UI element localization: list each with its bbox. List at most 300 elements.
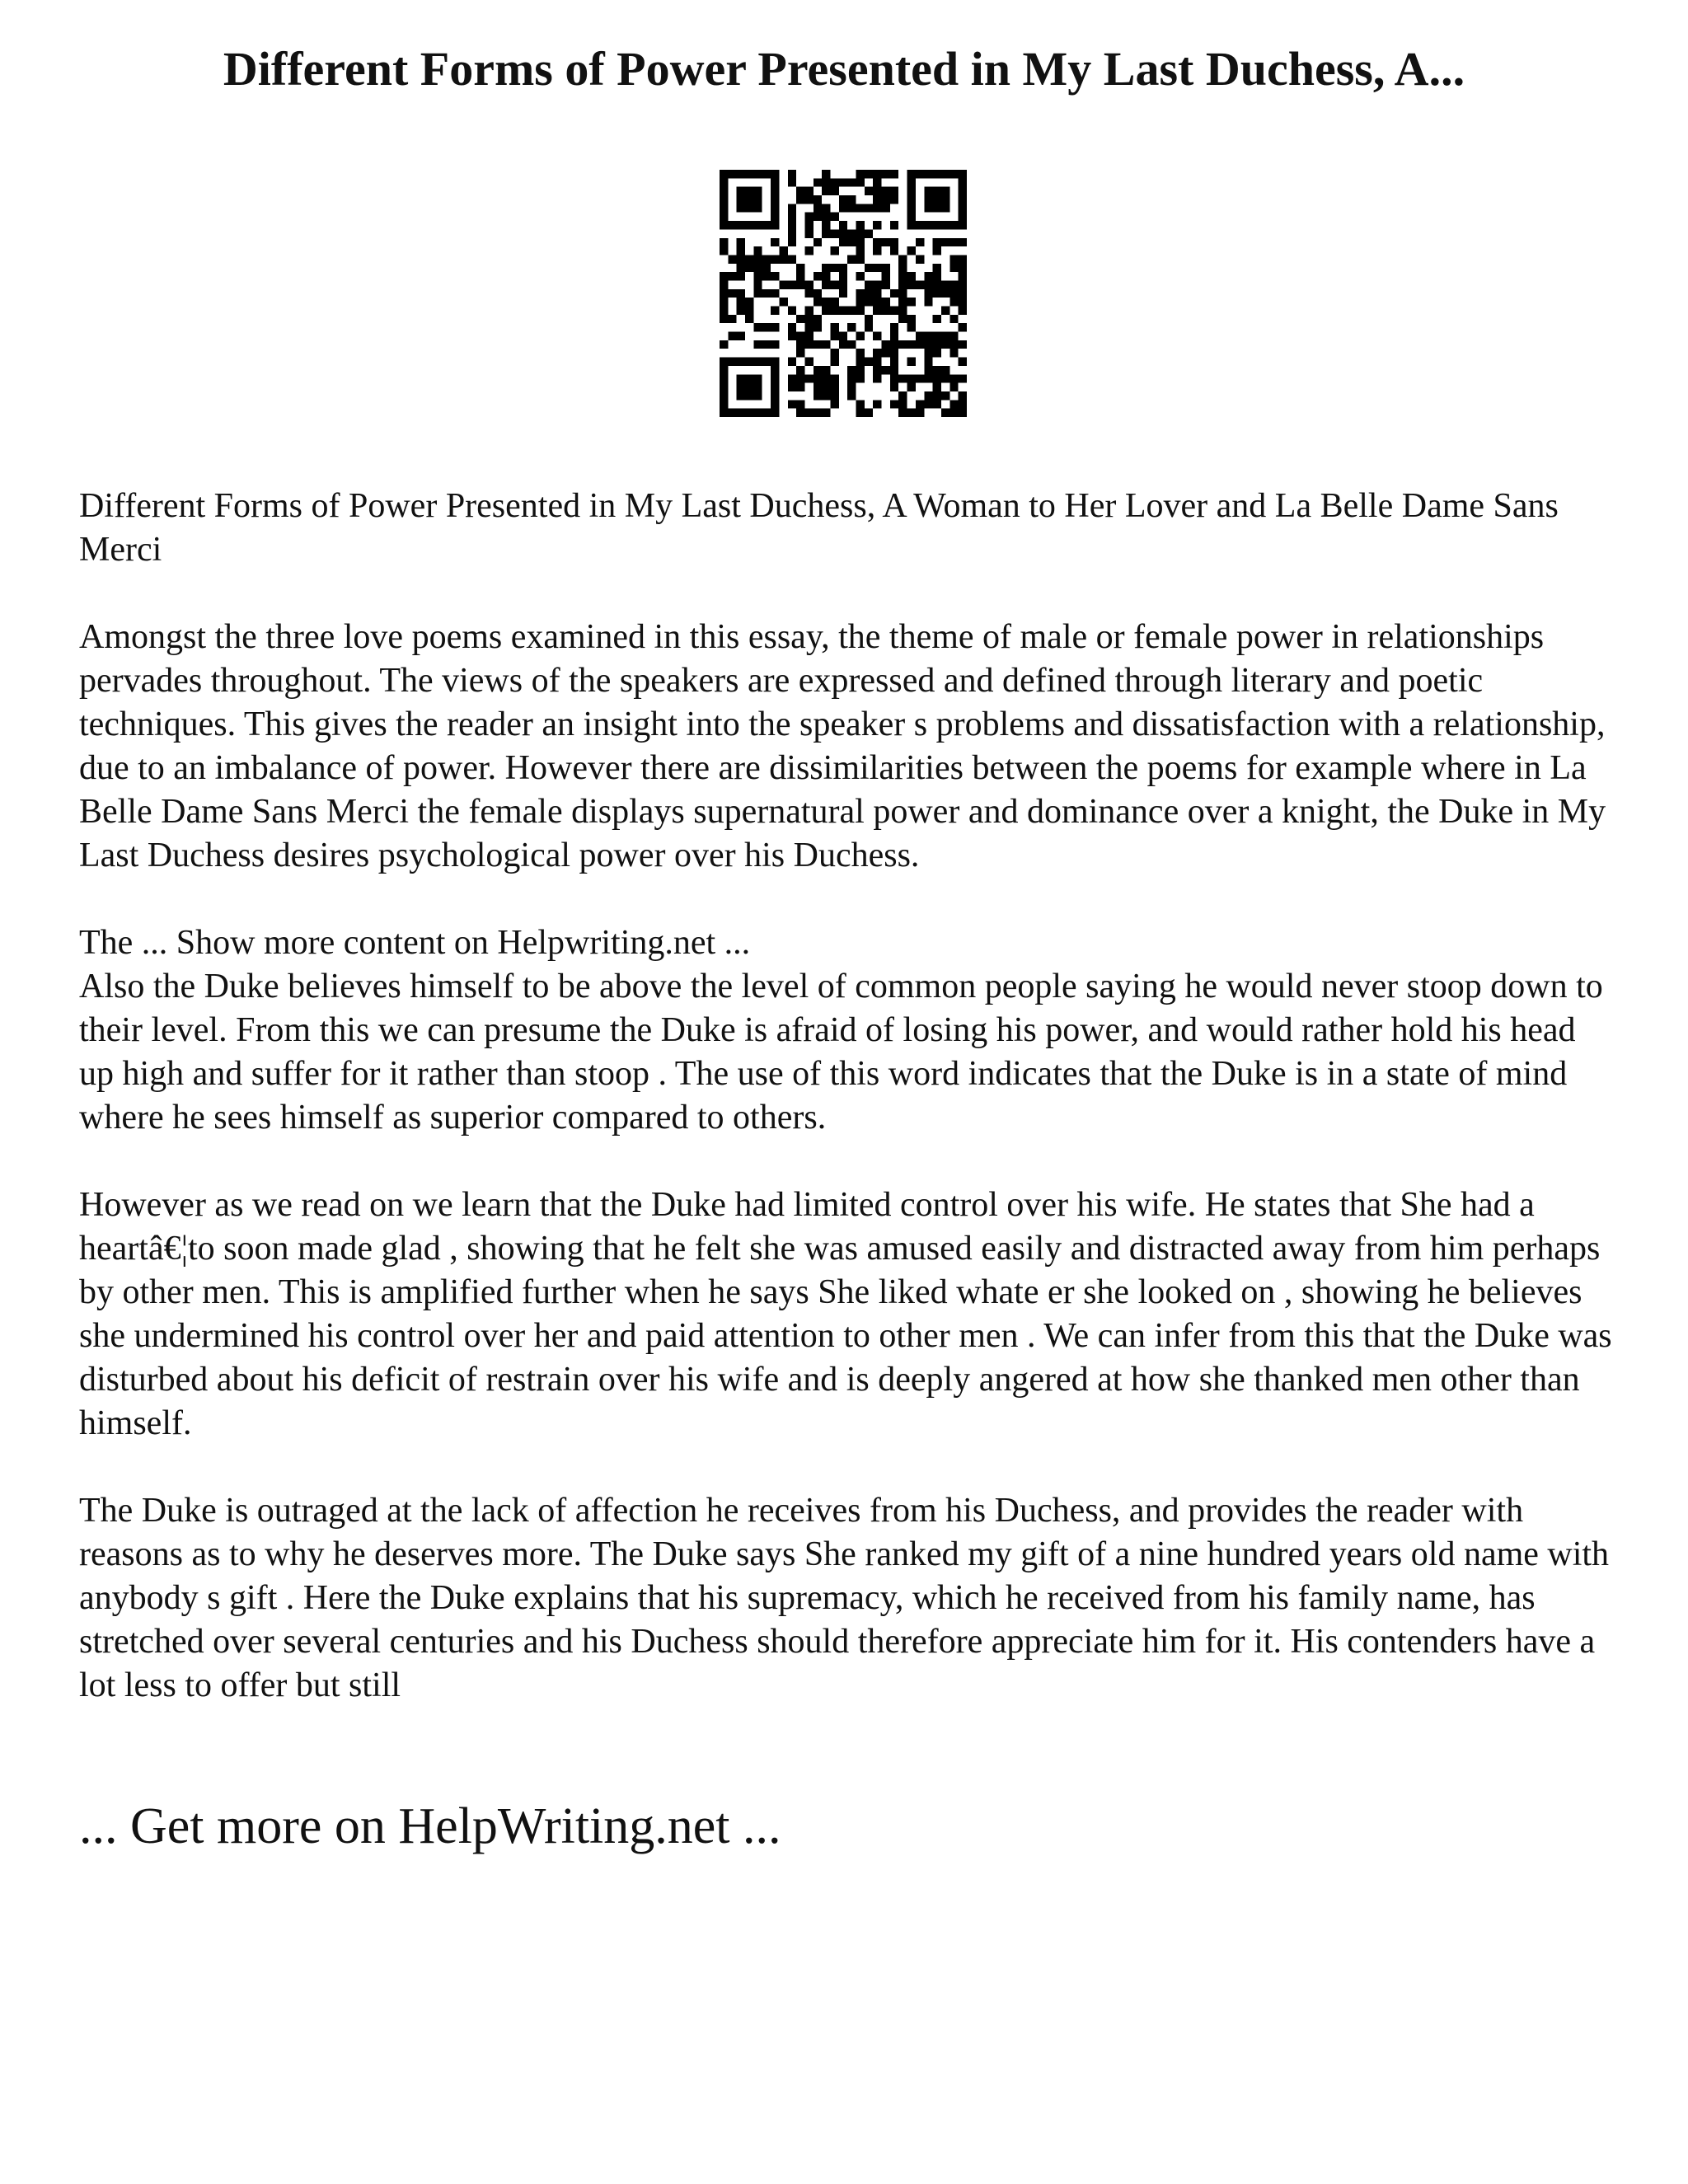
- qr-module: [873, 246, 881, 255]
- qr-module: [907, 280, 916, 288]
- qr-module: [822, 298, 830, 306]
- qr-module: [907, 221, 916, 229]
- qr-module: [796, 280, 804, 288]
- qr-module: [847, 391, 856, 400]
- qr-module: [737, 272, 745, 280]
- qr-module: [873, 187, 881, 195]
- qr-module: [737, 204, 745, 212]
- qr-module: [720, 280, 728, 288]
- qr-module: [847, 229, 856, 237]
- qr-module: [847, 366, 856, 374]
- qr-module: [804, 221, 813, 229]
- qr-module: [830, 178, 838, 186]
- qr-module: [771, 238, 779, 246]
- qr-module: [924, 272, 932, 280]
- qr-module: [933, 391, 941, 400]
- qr-module: [753, 170, 762, 178]
- qr-module: [865, 409, 873, 417]
- qr-module: [839, 280, 847, 288]
- qr-module: [941, 332, 950, 340]
- qr-module: [873, 178, 881, 186]
- qr-module: [737, 255, 745, 263]
- qr-module: [865, 358, 873, 366]
- qr-module: [753, 246, 762, 255]
- qr-module: [814, 391, 822, 400]
- qr-module: [933, 340, 941, 349]
- qr-module: [924, 358, 932, 366]
- qr-module: [890, 195, 898, 204]
- qr-module: [745, 315, 753, 323]
- paragraph-intro: Amongst the three love poems examined in this essay, the theme of male or female power in relationships pervades throughout. The views of the speakers are expressed and defined through literary and poetic techniques. This gives the reader an insight into the speaker s problems and dissatisfaction with a relationship, due to an imbalance of power. However there are dissimilarities between the poems for example where in La Belle Dame Sans Merci the female displays supernatural power and dominance over a knight, the Duke in My Last Duchess desires psychological power over his Duchess.: [79, 618, 1606, 874]
- qr-module: [753, 195, 762, 204]
- qr-module: [890, 349, 898, 357]
- qr-module: [804, 315, 813, 323]
- qr-module: [873, 170, 881, 178]
- qr-module: [890, 187, 898, 195]
- qr-module: [796, 195, 804, 204]
- qr-module: [959, 374, 967, 382]
- qr-module: [796, 409, 804, 417]
- qr-module: [796, 315, 804, 323]
- qr-module: [941, 391, 950, 400]
- qr-module: [865, 229, 873, 237]
- qr-module: [873, 366, 881, 374]
- qr-module: [873, 221, 881, 229]
- qr-module: [771, 366, 779, 374]
- qr-module: [890, 221, 898, 229]
- qr-module: [898, 289, 907, 298]
- qr-module: [753, 391, 762, 400]
- qr-module: [890, 383, 898, 391]
- qr-module: [779, 298, 787, 306]
- qr-module: [822, 340, 830, 349]
- qr-module: [830, 323, 838, 331]
- qr-module: [916, 400, 924, 408]
- qr-module: [720, 358, 728, 366]
- qr-module: [924, 204, 932, 212]
- qr-module: [941, 195, 950, 204]
- qr-module: [753, 280, 762, 288]
- qr-module: [873, 289, 881, 298]
- qr-module: [933, 238, 941, 246]
- qr-module: [907, 315, 916, 323]
- qr-module: [916, 374, 924, 382]
- qr-module: [796, 366, 804, 374]
- qr-module: [720, 383, 728, 391]
- qr-module: [865, 280, 873, 288]
- qr-module: [950, 298, 958, 306]
- qr-module: [847, 374, 856, 382]
- qr-module: [882, 187, 890, 195]
- qr-module: [924, 332, 932, 340]
- qr-module: [804, 307, 813, 315]
- qr-module: [924, 374, 932, 382]
- qr-module: [856, 366, 865, 374]
- qr-module: [856, 221, 865, 229]
- qr-module: [745, 391, 753, 400]
- qr-module: [788, 221, 796, 229]
- qr-module: [839, 221, 847, 229]
- qr-module: [788, 358, 796, 366]
- qr-module: [737, 383, 745, 391]
- qr-module: [737, 307, 745, 315]
- qr-module: [771, 178, 779, 186]
- qr-module: [907, 272, 916, 280]
- qr-module: [796, 340, 804, 349]
- qr-module: [814, 289, 822, 298]
- qr-module: [856, 409, 865, 417]
- qr-module: [898, 264, 907, 272]
- qr-module: [753, 272, 762, 280]
- qr-module: [916, 238, 924, 246]
- qr-module: [762, 170, 771, 178]
- qr-module: [890, 358, 898, 366]
- qr-module: [959, 409, 967, 417]
- qr-module: [737, 221, 745, 229]
- qr-module: [950, 332, 958, 340]
- qr-module: [728, 289, 736, 298]
- qr-module: [728, 409, 736, 417]
- qr-module: [890, 332, 898, 340]
- qr-module: [822, 229, 830, 237]
- qr-module: [847, 178, 856, 186]
- qr-module: [890, 340, 898, 349]
- qr-module: [924, 289, 932, 298]
- qr-module: [788, 280, 796, 288]
- qr-module: [916, 221, 924, 229]
- qr-module: [796, 349, 804, 357]
- qr-module: [753, 221, 762, 229]
- qr-module: [941, 340, 950, 349]
- qr-module: [856, 238, 865, 246]
- qr-module: [933, 366, 941, 374]
- qr-module: [865, 289, 873, 298]
- qr-module: [933, 400, 941, 408]
- qr-module: [720, 366, 728, 374]
- qr-module: [745, 374, 753, 382]
- qr-module: [933, 289, 941, 298]
- qr-module: [898, 340, 907, 349]
- qr-module: [796, 187, 804, 195]
- qr-module: [882, 272, 890, 280]
- qr-module: [959, 204, 967, 212]
- qr-code-graphic: [720, 170, 967, 417]
- qr-module: [950, 221, 958, 229]
- qr-module: [933, 221, 941, 229]
- essay-body: [79, 485, 1615, 1751]
- qr-module: [720, 246, 728, 255]
- qr-module: [753, 323, 762, 331]
- qr-module: [907, 204, 916, 212]
- show-more-link[interactable]: The ... Show more content on Helpwriting.net ...: [79, 924, 751, 962]
- qr-module: [728, 272, 736, 280]
- qr-module: [788, 383, 796, 391]
- qr-module: [762, 272, 771, 280]
- qr-module: [771, 374, 779, 382]
- qr-module: [873, 195, 881, 204]
- qr-module: [771, 187, 779, 195]
- qr-module: [804, 340, 813, 349]
- qr-module: [924, 349, 932, 357]
- qr-module: [737, 358, 745, 366]
- qr-module: [830, 383, 838, 391]
- qr-module: [865, 170, 873, 178]
- qr-module: [822, 170, 830, 178]
- qr-module: [779, 255, 787, 263]
- qr-module: [933, 315, 941, 323]
- qr-module: [933, 170, 941, 178]
- qr-module: [814, 178, 822, 186]
- qr-module: [941, 204, 950, 212]
- qr-module: [804, 213, 813, 221]
- qr-module: [796, 264, 804, 272]
- qr-module: [814, 315, 822, 323]
- qr-module: [959, 358, 967, 366]
- qr-module: [830, 349, 838, 357]
- qr-module: [950, 349, 958, 357]
- qr-module: [907, 170, 916, 178]
- qr-module: [950, 409, 958, 417]
- qr-module: [873, 349, 881, 357]
- qr-module: [907, 187, 916, 195]
- qr-module: [822, 264, 830, 272]
- qr-module: [856, 400, 865, 408]
- qr-module: [959, 238, 967, 246]
- qr-module: [796, 332, 804, 340]
- qr-module: [898, 280, 907, 288]
- qr-module: [814, 238, 822, 246]
- qr-module: [933, 264, 941, 272]
- qr-module: [865, 264, 873, 272]
- qr-module: [924, 400, 932, 408]
- qr-module: [907, 195, 916, 204]
- qr-module: [822, 366, 830, 374]
- qr-module: [720, 195, 728, 204]
- qr-module: [822, 272, 830, 280]
- qr-module: [814, 272, 822, 280]
- document-title: Different Forms of Power Presented in My Last Duchess, A...: [223, 42, 1465, 96]
- qr-module: [728, 315, 736, 323]
- qr-module: [959, 340, 967, 349]
- qr-module: [950, 340, 958, 349]
- qr-module: [737, 391, 745, 400]
- qr-module: [720, 340, 728, 349]
- qr-module: [737, 238, 745, 246]
- paragraph-duke-control: However as we read on we learn that the Duke had limited control over his wife. He states that She had a heartâ€¦to soon made glad , showing that he felt she was amused easily and distracted away from him perhaps by other men. This is amplified further when he says She liked whate er she looked on , showing he believes she undermined his control over her and paid attention to other men . We can infer from this that the Duke was disturbed about his deficit of restrain over his wife and is deeply angered at how she thanked men other than himself.: [79, 1186, 1612, 1442]
- qr-module: [762, 289, 771, 298]
- qr-module: [898, 307, 907, 315]
- qr-module: [745, 204, 753, 212]
- qr-module: [771, 323, 779, 331]
- qr-module: [753, 374, 762, 382]
- qr-module: [890, 238, 898, 246]
- qr-module: [814, 195, 822, 204]
- qr-module: [737, 409, 745, 417]
- qr-module: [907, 374, 916, 382]
- qr-module: [771, 289, 779, 298]
- qr-module: [762, 255, 771, 263]
- qr-module: [822, 187, 830, 195]
- qr-module: [890, 246, 898, 255]
- qr-module: [933, 272, 941, 280]
- qr-module: [873, 280, 881, 288]
- qr-module: [924, 187, 932, 195]
- qr-module: [804, 323, 813, 331]
- qr-module: [856, 272, 865, 280]
- qr-module: [924, 298, 932, 306]
- qr-module: [804, 280, 813, 288]
- qr-module: [804, 246, 813, 255]
- qr-module: [882, 264, 890, 272]
- qr-module: [737, 332, 745, 340]
- qr-module: [720, 374, 728, 382]
- qr-module: [830, 358, 838, 366]
- qr-module: [959, 213, 967, 221]
- qr-module: [771, 221, 779, 229]
- qr-module: [941, 289, 950, 298]
- qr-module: [907, 323, 916, 331]
- qr-module: [720, 298, 728, 306]
- qr-module: [745, 264, 753, 272]
- qr-module: [804, 289, 813, 298]
- qr-module: [830, 400, 838, 408]
- qr-module: [771, 195, 779, 204]
- qr-module: [941, 409, 950, 417]
- qr-module: [847, 323, 856, 331]
- qr-module: [830, 187, 838, 195]
- qr-module: [728, 332, 736, 340]
- qr-module: [924, 391, 932, 400]
- qr-module: [814, 366, 822, 374]
- qr-module: [839, 204, 847, 212]
- qr-module: [814, 213, 822, 221]
- qr-module: [796, 272, 804, 280]
- qr-module: [788, 255, 796, 263]
- qr-module: [753, 340, 762, 349]
- qr-module: [788, 238, 796, 246]
- qr-module: [916, 280, 924, 288]
- qr-module: [856, 374, 865, 382]
- qr-module: [959, 187, 967, 195]
- qr-module: [839, 307, 847, 315]
- qr-module: [933, 187, 941, 195]
- qr-module: [839, 229, 847, 237]
- qr-module: [950, 374, 958, 382]
- qr-module: [890, 307, 898, 315]
- qr-module: [890, 374, 898, 382]
- qr-module: [941, 374, 950, 382]
- essay-heading: Different Forms of Power Presented in My Last Duchess, A Woman to Her Lover and La Belle Dame Sans Merci: [79, 487, 1559, 569]
- qr-module: [856, 246, 865, 255]
- qr-module: [933, 383, 941, 391]
- qr-module: [873, 298, 881, 306]
- qr-module: [814, 204, 822, 212]
- qr-module: [771, 255, 779, 263]
- qr-module: [907, 178, 916, 186]
- qr-module: [771, 307, 779, 315]
- get-more-link[interactable]: ... Get more on HelpWriting.net ...: [79, 1798, 781, 1854]
- qr-module: [737, 298, 745, 306]
- qr-module: [804, 187, 813, 195]
- qr-module: [804, 332, 813, 340]
- qr-module: [916, 170, 924, 178]
- qr-module: [814, 298, 822, 306]
- qr-module: [959, 272, 967, 280]
- qr-module: [873, 332, 881, 340]
- qr-module: [737, 246, 745, 255]
- qr-module: [788, 307, 796, 315]
- qr-module: [737, 264, 745, 272]
- qr-module: [822, 280, 830, 288]
- qr-module: [898, 272, 907, 280]
- qr-module: [950, 255, 958, 263]
- qr-module: [720, 409, 728, 417]
- qr-module: [745, 195, 753, 204]
- qr-module: [822, 178, 830, 186]
- qr-module: [856, 298, 865, 306]
- qr-module: [856, 255, 865, 263]
- qr-module: [771, 383, 779, 391]
- qr-module: [788, 213, 796, 221]
- qr-module: [865, 298, 873, 306]
- qr-module: [720, 272, 728, 280]
- qr-module: [814, 374, 822, 382]
- qr-module: [822, 391, 830, 400]
- qr-module: [959, 221, 967, 229]
- qr-module: [745, 298, 753, 306]
- qr-module: [745, 409, 753, 417]
- qr-module: [814, 340, 822, 349]
- qr-module: [745, 383, 753, 391]
- qr-module: [882, 349, 890, 357]
- qr-module: [771, 170, 779, 178]
- qr-module: [907, 358, 916, 366]
- qr-module: [898, 400, 907, 408]
- qr-module: [959, 255, 967, 263]
- qr-module: [762, 264, 771, 272]
- qr-module: [753, 255, 762, 263]
- qr-module: [753, 264, 762, 272]
- qr-module: [898, 315, 907, 323]
- qr-module: [856, 307, 865, 315]
- qr-module: [873, 358, 881, 366]
- qr-module: [728, 255, 736, 263]
- qr-module: [882, 238, 890, 246]
- qr-module: [788, 400, 796, 408]
- qr-module: [737, 289, 745, 298]
- qr-module: [941, 238, 950, 246]
- qr-module: [737, 374, 745, 382]
- qr-module: [898, 255, 907, 263]
- qr-module: [720, 170, 728, 178]
- qr-module: [873, 374, 881, 382]
- qr-module: [924, 340, 932, 349]
- qr-module: [839, 289, 847, 298]
- qr-module: [959, 195, 967, 204]
- qr-module: [788, 178, 796, 186]
- qr-module: [745, 187, 753, 195]
- qr-module: [771, 358, 779, 366]
- qr-module: [933, 349, 941, 357]
- qr-module: [916, 255, 924, 263]
- qr-module: [720, 315, 728, 323]
- qr-module: [907, 298, 916, 306]
- qr-module: [814, 409, 822, 417]
- qr-module: [762, 409, 771, 417]
- qr-module: [830, 298, 838, 306]
- qr-module: [822, 221, 830, 229]
- qr-module: [916, 332, 924, 340]
